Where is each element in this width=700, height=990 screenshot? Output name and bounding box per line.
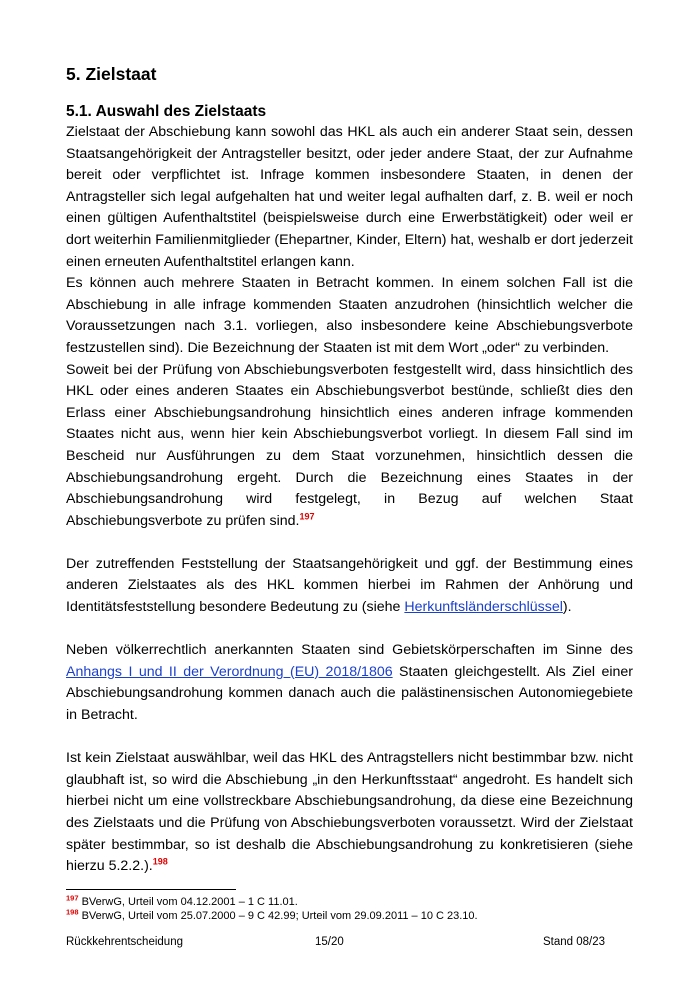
document-body bbox=[66, 122, 633, 878]
footer-version: Stand 08/23 bbox=[542, 936, 605, 948]
paragraph-text: Soweit bei der Prüfung von Abschiebungsverboten festgestellt wird, dass hinsichtlich des HKL oder eines anderen Staates ein Abschiebungsverbot bestünde, schließt dies den Erlass einer Abschiebungsandrohung hinsichtlich eines anderen infrage kommenden Staates nicht aus, wenn hier kein Abschiebungsverbot vorliegt. In diesem Fall sind im Bescheid nur Ausführungen zu dem Staat vorzunehmen, hinsichtlich dessen die Abschiebungsandrohung ergeht. Durch die Bezeichnung eines Staates in der Abschiebungsandrohung wird festgelegt, in Bezug auf welchen Staat Abschiebungsverbote zu prüfen sind. bbox=[66, 361, 633, 529]
footnote-text: BVerwG, Urteil vom 04.12.2001 – 1 C 11.01. bbox=[78, 896, 298, 908]
paragraph-text: ). bbox=[562, 599, 572, 616]
paragraph-text: Der zutreffenden Feststellung der Staatsangehörigkeit und ggf. der Bestimmung eines anderen Zielstaates als des HKL kommen hierbei im Rahmen der Anhörung und Identitätsfeststellung besondere Bedeutung zu (siehe bbox=[66, 555, 633, 616]
verordnung-link[interactable]: Anhangs I und II der Verordnung (EU) 2018/1806 bbox=[66, 663, 393, 680]
footnote-198 bbox=[66, 909, 478, 923]
paragraph-gebietskoerperschaften bbox=[66, 640, 633, 726]
footnote-197 bbox=[66, 895, 298, 909]
paragraph-text: Neben völkerrechtlich anerkannten Staaten sind Gebietskörperschaften im Sinne des bbox=[66, 642, 633, 659]
paragraph-text: Staaten gleichgestellt. Als Ziel einer Abschiebungsandrohung kommen danach auch die palästinensischen Autonomiegebiete in Betracht. bbox=[66, 663, 633, 724]
footnote-divider bbox=[66, 889, 236, 890]
paragraph-kein-zielstaat bbox=[66, 748, 633, 878]
footnote-text: BVerwG, Urteil vom 25.07.2000 – 9 C 42.99; Urteil vom 29.09.2011 – 10 C 23.10. bbox=[78, 910, 478, 922]
footnote-number: 198 bbox=[66, 907, 79, 917]
paragraph-abschiebungsverbote bbox=[66, 360, 633, 533]
paragraph-text: Ist kein Zielstaat auswählbar, weil das HKL des Antragstellers nicht bestimmbar bzw. nicht glaubhaft ist, so wird die Abschiebung „in den Herkunftsstaat“ angedroht. Es handelt sich hierbei nicht um eine vollstreckbare Abschiebungsandrohung, da diese eine Bezeichnung des Zielstaats und die Prüfung von Abschiebungsverboten voraussetzt. Wird der Zielstaat später bestimmbar, so ist deshalb die Abschiebungsandrohung zu konkretisieren (siehe hierzu 5.2.2.). bbox=[66, 750, 633, 875]
paragraph-mehrere-staaten: Es können auch mehrere Staaten in Betracht kommen. In einem solchen Fall ist die Abschiebung in alle infrage kommenden Staaten anzudrohen (hinsichtlich welcher die Voraussetzungen nach 3.1. vorliegen, also insbesondere keine Abschiebungsverbote festzustellen sind). Die Bezeichnung der Staaten ist mit dem Wort „oder“ zu verbinden. bbox=[66, 275, 633, 356]
paragraph-zielstaat-definition: Zielstaat der Abschiebung kann sowohl das HKL als auch ein anderer Staat sein, dessen Staatsangehörigkeit der Antragsteller besitzt, oder jeder andere Staat, der zur Aufnahme bereit oder verpflichtet ist. Infrage kommen insbesondere Staaten, in denen der Antragsteller sich legal aufgehalten hat und weiter legal aufhalten darf, z. B. weil er noch einen gültigen Aufenthaltstitel (beispielsweise durch eine Erwerbstätigkeit) oder weil er dort weiterhin Familienmitglieder (Ehepartner, Kinder, Eltern) hat, weshalb er dort jederzeit einen erneuten Aufenthaltstitel erlangen kann. bbox=[66, 124, 633, 270]
page-number: 15/20 bbox=[315, 936, 344, 948]
herkunftslaenderschluessel-link[interactable]: Herkunftsländerschlüssel bbox=[404, 599, 563, 616]
paragraph-staatsangehoerigkeit bbox=[66, 554, 633, 619]
footnote-number: 197 bbox=[66, 893, 79, 903]
subsection-heading: 5.1. Auswahl des Zielstaats bbox=[66, 103, 267, 120]
footnote-ref-198[interactable]: 198 bbox=[152, 856, 168, 867]
footer-title: Rückkehrentscheidung bbox=[66, 936, 183, 948]
footnote-ref-197[interactable]: 197 bbox=[299, 510, 315, 521]
section-heading: 5. Zielstaat bbox=[66, 64, 157, 84]
